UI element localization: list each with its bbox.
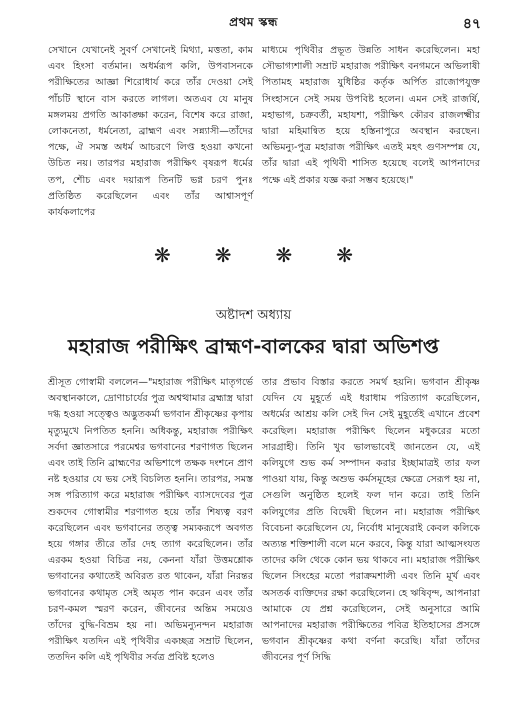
ornament-icon: ❋ xyxy=(214,243,232,267)
top-left-column xyxy=(48,43,253,221)
ornament-icon: ❋ xyxy=(153,243,171,267)
page-number: ৪৭ xyxy=(462,16,481,32)
bottom-left-column xyxy=(48,375,253,667)
top-right-column xyxy=(262,43,480,189)
ornament-icon: ❋ xyxy=(336,243,354,267)
paragraph: তার প্রভাব বিস্তার করতে সমর্থ হয়নি। ভগবান শ্রীকৃষ্ণ যেদিন যে মুহূর্তে এই ধরাধাম পরিত্যাগ করেছিলেন, অধর্মের আশ্রয় কলি সেই দিন সেই মুহূর্তেই এখানে প্রবেশ করেছিল। মহারাজ পরীক্ষিৎ ছিলেন মধুকরের মতো সারগ্রাহী। তিনি খুব ভালভাবেই জানতেন যে, এই কলিযুগে শুভ কর্ম সম্পাদন করার ইচ্ছামাত্রই তার ফল পাওয়া যায়, কিন্তু অশুভ কর্মসমূহের ক্ষেত্রে সেরূপ হয় না, সেগুলি অনুষ্ঠিত হলেই ফল দান করে। তাই তিনি কলিযুগের প্রতি বিদ্বেষী ছিলেন না। মহারাজ পরীক্ষিৎ বিবেচনা করেছিলেন যে, নির্বোধ মানুষেরাই কেবল কলিকে অত্যন্ত শক্তিশালী বলে মনে করবে, কিন্তু যারা আত্মসংযত তাদের কলি থেকে কোন ভয় থাকবে না। মহারাজ পরীক্ষিৎ ছিলেন সিংহের মতো পরাক্রমশালী এবং তিনি মূর্খ এবং অসতর্ক ব্যক্তিদের রক্ষা করেছিলেন। হে ঋষিবৃন্দ, আপনারা আমাকে যে প্রশ্ন করেছিলেন, সেই অনুসারে আমি আপনাদের মহারাজ পরীক্ষিতের পবিত্র ইতিহাসের প্রসঙ্গে ভগবান শ্রীকৃষ্ণের কথা বর্ণনা করেছি। যাঁরা তাঁদের জীবনের পূর্ণ সিদ্ধি xyxy=(262,377,480,664)
paragraph: সেখানে যেখানেই সুবর্ণ সেখানেই মিথ্যা, মত্ততা, কাম এবং হিংসা বর্তমান। অধর্মরূপ কলি, উপবাসনকে পরীক্ষিতের আজ্ঞা শিরোধার্য করে তাঁর দেওয়া সেই পাঁচটি স্থানে বাস করতে লাগল। অতএব যে মানুষ মঙ্গলময় প্রগতি আকাঙ্ক্ষা করেন, বিশেষ করে রাজা, লোকনেতা, ধর্মনেতা, ব্রাহ্মণ এবং সন্ন্যাসী—তাঁদের পক্ষে, ঐ সমস্ত অধর্ম আচরণে লিপ্ত হওয়া কখনো উচিত নয়। তারপর মহারাজ পরীক্ষিৎ বৃষরূপ ধর্মের তপ, শৌচ এবং দয়ারূপ তিনটি ভগ্ন চরণ পুনঃ প্রতিষ্ঠিত করেছিলেন এবং তাঁর আশ্বাসপূর্ণ কার্যকলাপের xyxy=(48,45,253,219)
bottom-right-column xyxy=(262,375,480,667)
chapter-label: অষ্টাদশ অধ্যায় xyxy=(215,308,292,323)
running-header: প্রথম স্কন্ধ xyxy=(229,15,278,29)
chapter-title: মহারাজ পরীক্ষিৎ ব্রাহ্মণ-বালকের দ্বারা অভিশপ্ত xyxy=(68,335,439,358)
ornament-icon: ❋ xyxy=(275,243,293,267)
section-divider xyxy=(0,245,507,265)
paragraph: মাধ্যমে পৃথিবীর প্রভূত উন্নতি সাধন করেছিলেন। মহা সৌভাগ্যশালী সম্রাট মহারাজ পরীক্ষিৎ বনগমনে অভিলাষী পিতামহ মহারাজ যুধিষ্ঠির কর্তৃক অর্পিত রাজোপযুক্ত সিংহাসনে সেই সময় উপবিষ্ট হলেন। এমন সেই রাজর্ষি, মহাভাগ, চক্রবর্তী, মহাযশা, পরীক্ষিৎ কৌরব রাজলক্ষ্মীর দ্বারা মহিমান্বিত হয়ে হস্তিনাপুরে অবস্থান করছেন। অভিমন্যু-পুত্র মহারাজ পরীক্ষিৎ এতই মহৎ গুণসম্পন্ন যে, তাঁর দ্বারা এই পৃথিবী শাসিত হয়েছে বলেই আপনাদের পক্ষে এই প্রকার যজ্ঞ করা সম্ভব হয়েছে।" xyxy=(262,45,480,186)
paragraph: শ্রীসূত গোস্বামী বললেন—"মহারাজ পরীক্ষিৎ মাতৃগর্ভে অবস্থানকালে, দ্রোণাচার্যের পুত্র অশ্বত্থামার ব্রহ্মাস্ত্র দ্বারা দগ্ধ হওয়া সত্ত্বেও অদ্ভুতকর্মা ভগবান শ্রীকৃষ্ণের কৃপায় মৃত্যুমুখে নিপতিত হননি। অধিকন্তু, মহারাজ পরীক্ষিৎ সর্বদা জ্ঞাতসারে পরমেশ্বর ভগবানের শরণাগত ছিলেন এবং তাই তিনি ব্রাহ্মণের অভিশাপে তক্ষক দংশনে প্রাণ নষ্ট হওয়ার যে ভয় সেই বিচলিত হননি। তারপর, সমস্ত সঙ্গ পরিত্যাগ করে মহারাজ পরীক্ষিৎ ব্যাসদেবের পুত্র শুকদেব গোস্বামীর শরণাগত হয়ে তাঁর শিষ্যত্ব বরণ করেছিলেন এবং ভগবানের তত্ত্ব সম্যকরূপে অবগত হয়ে গঙ্গার তীরে তাঁর দেহ ত্যাগ করেছিলেন। তাঁর এরকম হওয়া বিচিত্র নয়, কেননা যাঁরা উত্তমশ্লোক ভগবানের কথাতেই অবিরত রত থাকেন, যাঁরা নিরন্তর ভগবানের কথামৃত সেই অমৃত পান করেন এবং তাঁর চরণ-কমল স্মরণ করেন, জীবনের অন্তিম সময়েও তাঁদের বুদ্ধি-বিভ্রম হয় না। অভিমন্যুনন্দন মহারাজ পরীক্ষিৎ যতদিন এই পৃথিবীর একচ্ছত্র সম্রাট ছিলেন, ততদিন কলি এই পৃথিবীর সর্বত্র প্রবিষ্ট হলেও xyxy=(48,377,253,664)
